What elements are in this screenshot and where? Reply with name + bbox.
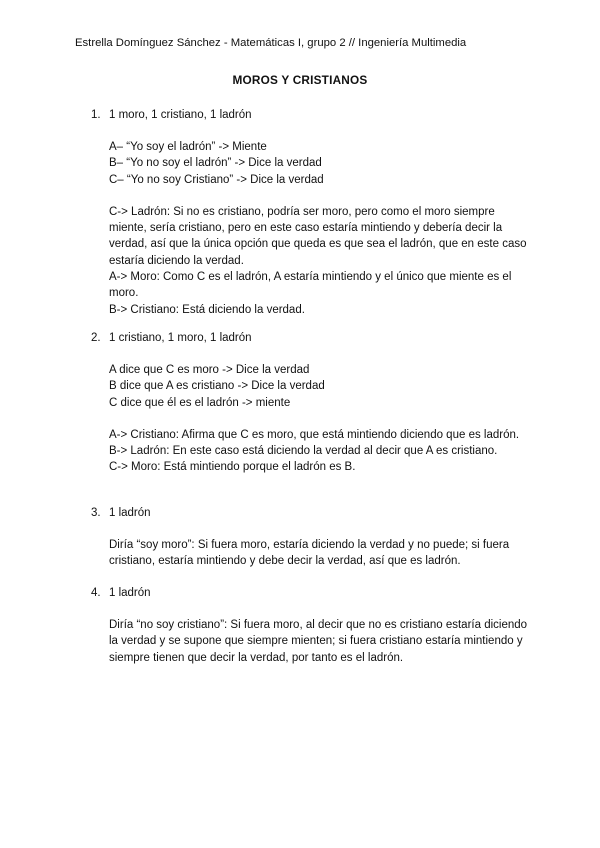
puzzle-item-2 <box>91 330 531 476</box>
item-title: 1 cristiano, 1 moro, 1 ladrón <box>109 332 252 344</box>
explanation-paragraph: C-> Ladrón: Si no es cristiano, podría ser moro, pero como el moro siempre miente, sería cristiano, pero en este caso estaría mintiendo y debería decir la verdad, así que la única opción que queda es que sea el ladrón, que en este caso estaría diciendo la verdad. <box>109 205 527 267</box>
item-number: 4. <box>91 587 101 599</box>
explanation-paragraph: B-> Ladrón: En este caso está diciendo la verdad al decir que A es cristiano. <box>109 445 498 458</box>
statement-line: C– “Yo no soy Cristiano” -> Dice la verdad <box>109 173 324 186</box>
item-title: 1 ladrón <box>109 507 151 519</box>
statements-block <box>109 139 534 188</box>
document-header: Estrella Domínguez Sánchez - Matemáticas I, grupo 2 // Ingeniería Multimedia <box>75 37 467 49</box>
item-heading <box>91 585 531 601</box>
item-heading <box>91 107 531 123</box>
puzzle-item-3 <box>91 505 531 570</box>
explanation-block <box>109 617 534 666</box>
document-title: MOROS Y CRISTIANOS <box>232 73 368 87</box>
item-number: 3. <box>91 507 101 519</box>
explanation-paragraph: Diría “soy moro”: Si fuera moro, estaría diciendo la verdad y no puede; si fuera cristiano, estaría mintiendo y debe decir la verdad, así que es ladrón. <box>109 539 510 568</box>
item-number: 2. <box>91 332 101 344</box>
statement-line: C dice que él es el ladrón -> miente <box>109 396 291 409</box>
statement-line: A– “Yo soy el ladrón” -> Miente <box>109 141 267 153</box>
explanation-block <box>109 204 534 318</box>
item-title: 1 ladrón <box>109 587 151 599</box>
explanation-paragraph: C-> Moro: Está mintiendo porque el ladrón es B. <box>109 461 356 474</box>
item-title: 1 moro, 1 cristiano, 1 ladrón <box>109 109 252 121</box>
item-number: 1. <box>91 109 101 121</box>
explanation-paragraph: B-> Cristiano: Está diciendo la verdad. <box>109 303 305 316</box>
explanation-block <box>109 427 534 476</box>
explanation-paragraph: Diría “no soy cristiano”: Si fuera moro, al decir que no es cristiano estaría diciendo la verdad y se supone que siempre mienten; si fuera cristiano estaría mintiendo y siempre tienen que decir la verdad, por tanto es el ladrón. <box>109 619 528 664</box>
explanation-paragraph: A-> Moro: Como C es el ladrón, A estaría mintiendo y el único que miente es el moro. <box>109 271 512 300</box>
item-heading <box>91 330 531 346</box>
statement-line: A dice que C es moro -> Dice la verdad <box>109 364 310 376</box>
explanation-paragraph: A-> Cristiano: Afirma que C es moro, que está mintiendo diciendo que es ladrón. <box>109 428 520 441</box>
puzzle-item-1 <box>91 107 531 318</box>
statements-block <box>109 362 534 411</box>
item-heading <box>91 505 531 521</box>
statement-line: B dice que A es cristiano -> Dice la verdad <box>109 380 325 393</box>
statement-line: B– “Yo no soy el ladrón” -> Dice la verdad <box>109 157 322 170</box>
puzzle-item-4 <box>91 585 531 666</box>
explanation-block <box>109 537 534 570</box>
